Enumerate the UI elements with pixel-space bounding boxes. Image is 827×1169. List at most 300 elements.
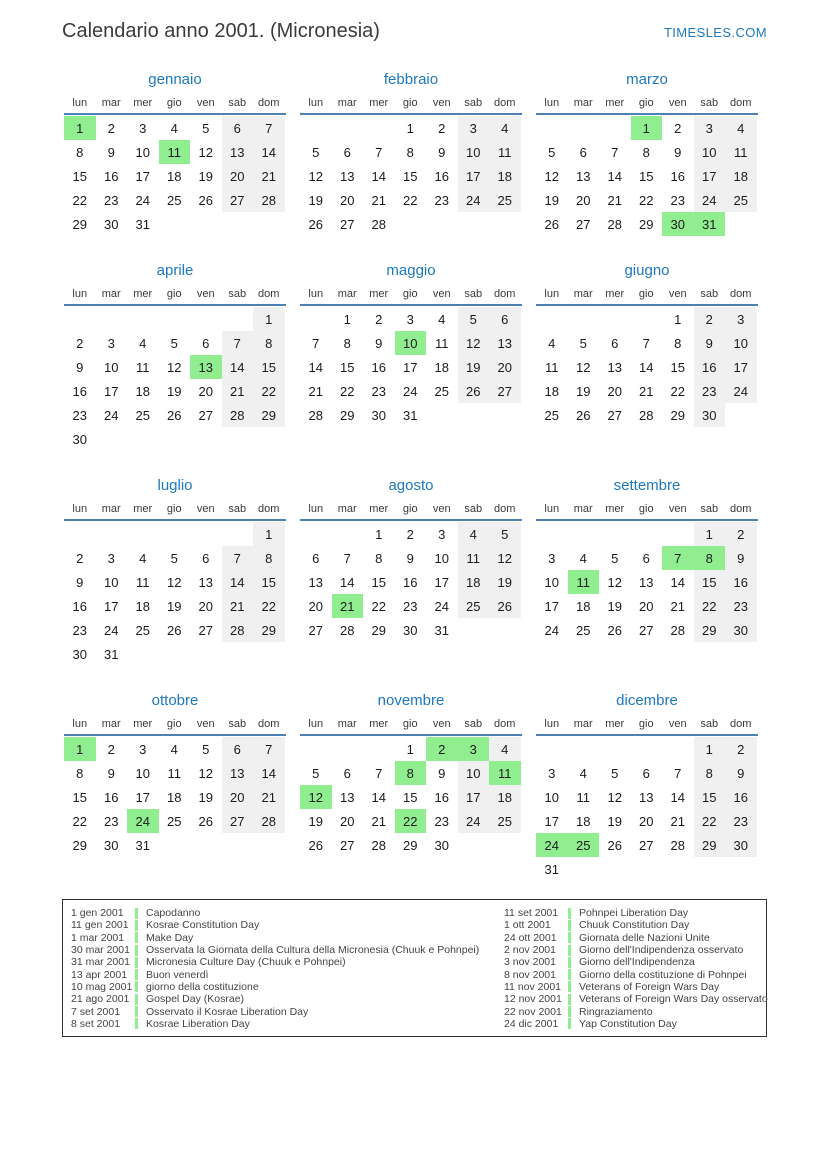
weekday-header-row: [300, 94, 522, 112]
month-title: luglio: [157, 477, 193, 494]
legend-label: Giornata delle Nazioni Unite: [579, 931, 710, 944]
weekday-label: mer: [133, 288, 153, 300]
header-rule: [536, 734, 758, 736]
day-cell: 14: [253, 140, 285, 164]
day-cell: 1: [406, 120, 414, 136]
day-cell: 3: [139, 120, 147, 136]
day-cell: 15: [72, 168, 87, 184]
day-cell: 28: [222, 403, 254, 427]
day-cell: 17: [544, 598, 559, 614]
day-cell: 3: [438, 526, 446, 542]
day-cell: 21: [639, 383, 654, 399]
day-cell: 31: [135, 216, 150, 232]
day-cell: 16: [403, 574, 418, 590]
holiday-marker: [135, 981, 138, 992]
legend-date: 30 mar 2001: [71, 944, 130, 957]
day-cell: 28: [222, 618, 254, 642]
weekday-label: mer: [133, 503, 153, 515]
day-cell: 19: [458, 355, 490, 379]
legend-entry: [504, 993, 768, 1005]
day-cell: 30: [725, 618, 757, 642]
day-cell: 17: [104, 598, 119, 614]
day-cell: 3: [548, 765, 556, 781]
day-cell: 27: [340, 837, 355, 853]
weekday-label: sab: [228, 288, 247, 300]
day-cell: 22: [670, 383, 685, 399]
day-cell: 17: [694, 164, 726, 188]
weekday-label: lun: [308, 97, 324, 109]
day-cell: 14: [371, 789, 386, 805]
day-cell: 14: [670, 789, 685, 805]
header-rule: [300, 734, 522, 736]
weekday-label: gio: [638, 97, 654, 109]
month-days: [300, 737, 522, 857]
day-cell: 28: [308, 407, 323, 423]
day-cell: 7: [642, 335, 650, 351]
day-cell: 20: [639, 598, 654, 614]
holiday-marker: [568, 981, 571, 992]
day-cell: 14: [253, 761, 285, 785]
day-cell: 4: [170, 120, 178, 136]
month-title: novembre: [377, 692, 445, 709]
day-cell: 29: [639, 216, 654, 232]
empty-cell: [253, 833, 285, 857]
day-cell: 25: [489, 188, 521, 212]
day-cell: 13: [308, 574, 323, 590]
day-cell: 13: [222, 140, 254, 164]
legend-date: 31 mar 2001: [71, 956, 130, 969]
day-cell: 12: [167, 359, 182, 375]
day-cell: 15: [403, 168, 418, 184]
weekday-label: ven: [432, 97, 451, 109]
weekday-label: mar: [101, 503, 121, 515]
day-cell: 16: [725, 570, 757, 594]
weekday-header-row: [536, 285, 758, 303]
empty-cell: [568, 307, 600, 331]
day-cell: 12: [458, 331, 490, 355]
legend-date: 21 ago 2001: [71, 993, 130, 1006]
weekday-label: lun: [72, 718, 88, 730]
day-cell: 30: [371, 407, 386, 423]
day-cell: 18: [489, 164, 521, 188]
weekday-label: gio: [638, 288, 654, 300]
day-cell: 17: [104, 383, 119, 399]
header-rule: [300, 304, 522, 306]
day-cell: 17: [403, 359, 418, 375]
weekday-label: sab: [700, 97, 719, 109]
legend-entry: [504, 956, 768, 968]
header-rule: [64, 734, 286, 736]
day-cell: 25: [458, 594, 490, 618]
day-cell: 26: [544, 216, 559, 232]
day-cell: 9: [438, 144, 446, 160]
month-agosto: [300, 477, 522, 642]
weekday-label: mer: [133, 718, 153, 730]
site-link[interactable]: TIMESLES.COM: [663, 25, 767, 40]
day-cell: 5: [458, 307, 490, 331]
legend-entry: [71, 907, 504, 919]
day-cell: 26: [308, 837, 323, 853]
day-cell: 12: [198, 144, 213, 160]
day-cell: 20: [639, 813, 654, 829]
empty-cell: [159, 522, 191, 546]
day-cell: 22: [340, 383, 355, 399]
day-cell: 9: [674, 144, 682, 160]
day-cell: 9: [725, 546, 757, 570]
holiday-marker: [568, 932, 571, 943]
day-cell: 24: [458, 809, 490, 833]
day-cell: 9: [438, 765, 446, 781]
weekday-label: gio: [166, 288, 182, 300]
day-cell: 10: [135, 144, 150, 160]
day-cell: 27: [198, 407, 213, 423]
empty-cell: [222, 427, 254, 451]
day-cell: 17: [135, 168, 150, 184]
day-cell: 29: [340, 407, 355, 423]
empty-cell: [568, 737, 600, 761]
day-cell: 18: [434, 359, 449, 375]
month-title: maggio: [386, 262, 436, 279]
day-cell: 29: [694, 618, 726, 642]
empty-cell: [190, 307, 222, 331]
day-cell: 14: [670, 574, 685, 590]
day-cell: 6: [343, 765, 351, 781]
legend-entry: [504, 1005, 768, 1017]
day-cell: 17: [458, 785, 490, 809]
day-cell: 30: [403, 622, 418, 638]
empty-cell: [159, 833, 191, 857]
empty-cell: [332, 522, 364, 546]
day-cell: 16: [434, 168, 449, 184]
day-cell: 18: [167, 789, 182, 805]
day-cell: 18: [167, 168, 182, 184]
weekday-label: mer: [133, 97, 153, 109]
weekday-label: gio: [166, 97, 182, 109]
empty-cell: [159, 307, 191, 331]
day-cell: 13: [576, 168, 591, 184]
day-cell: 30: [104, 837, 119, 853]
legend-entry: [71, 981, 504, 993]
legend-label: Giorno dell'Indipendenza osservato: [579, 944, 744, 957]
weekday-label: gio: [166, 503, 182, 515]
month-ottobre: [64, 692, 286, 857]
month-days: [300, 116, 522, 236]
empty-cell: [64, 522, 96, 546]
empty-cell: [536, 737, 568, 761]
day-cell: 10: [544, 574, 559, 590]
day-cell: 13: [190, 355, 222, 379]
day-cell: 10: [458, 140, 490, 164]
legend-date: 11 nov 2001: [504, 980, 562, 993]
day-cell: 7: [253, 737, 285, 761]
day-cell: 4: [139, 550, 147, 566]
empty-cell: [190, 212, 222, 236]
empty-cell: [96, 427, 128, 451]
day-cell: 11: [489, 140, 521, 164]
day-cell: 18: [544, 383, 559, 399]
legend-label: Yap Constitution Day: [579, 1017, 677, 1030]
day-cell: 23: [434, 813, 449, 829]
legend-date: 1 mar 2001: [71, 931, 125, 944]
day-cell: 25: [135, 407, 150, 423]
month-title: febbraio: [383, 71, 439, 88]
day-cell: 4: [438, 311, 446, 327]
empty-cell: [253, 427, 285, 451]
day-cell: 29: [253, 403, 285, 427]
legend-entry: [71, 1005, 504, 1017]
day-cell: 31: [104, 646, 119, 662]
day-cell: 24: [135, 192, 150, 208]
day-cell: 29: [371, 622, 386, 638]
day-cell: 13: [222, 761, 254, 785]
day-cell: 1: [406, 741, 414, 757]
weekday-label: mer: [605, 97, 625, 109]
day-cell: 4: [170, 741, 178, 757]
holiday-marker: [135, 994, 138, 1005]
day-cell: 19: [167, 598, 182, 614]
holiday-marker: [568, 908, 571, 919]
day-cell: 19: [308, 192, 323, 208]
empty-cell: [363, 116, 395, 140]
day-cell: 24: [104, 622, 119, 638]
month-days: [64, 737, 286, 857]
day-cell: 19: [308, 813, 323, 829]
day-cell: 28: [253, 188, 285, 212]
day-cell: 4: [458, 522, 490, 546]
day-cell: 7: [674, 765, 682, 781]
day-cell: 16: [670, 168, 685, 184]
month-novembre: [300, 692, 522, 857]
day-cell: 30: [694, 403, 726, 427]
day-cell: 20: [340, 813, 355, 829]
day-cell: 9: [406, 550, 414, 566]
day-cell: 26: [576, 407, 591, 423]
day-cell: 23: [104, 192, 119, 208]
legend-entry: [71, 993, 504, 1005]
empty-cell: [300, 737, 332, 761]
month-title: agosto: [388, 477, 434, 494]
day-cell: 1: [694, 737, 726, 761]
day-cell: 24: [104, 407, 119, 423]
day-cell: 15: [694, 785, 726, 809]
weekday-label: ven: [668, 718, 687, 730]
month-title: aprile: [156, 262, 194, 279]
empty-cell: [190, 427, 222, 451]
day-cell: 12: [198, 765, 213, 781]
month-days: [536, 522, 758, 642]
weekday-label: mer: [369, 718, 389, 730]
weekday-label: lun: [72, 288, 88, 300]
weekday-label: dom: [494, 503, 516, 515]
legend-label: Chuuk Constitution Day: [579, 919, 690, 932]
legend-label: Veterans of Foreign Wars Day osservato: [579, 993, 768, 1006]
empty-cell: [222, 522, 254, 546]
empty-cell: [127, 642, 159, 666]
day-cell: 31: [135, 837, 150, 853]
month-title: gennaio: [148, 71, 202, 88]
weekday-header-row: [64, 285, 286, 303]
day-cell: 27: [576, 216, 591, 232]
weekday-label: mar: [101, 97, 121, 109]
day-cell: 2: [674, 120, 682, 136]
day-cell: 29: [72, 837, 87, 853]
header-rule: [300, 519, 522, 521]
day-cell: 8: [343, 335, 351, 351]
day-cell: 30: [104, 216, 119, 232]
day-cell: 28: [670, 622, 685, 638]
day-cell: 29: [694, 833, 726, 857]
day-cell: 26: [458, 379, 490, 403]
weekday-label: sab: [700, 718, 719, 730]
day-cell: 2: [76, 550, 84, 566]
day-cell: 16: [72, 598, 87, 614]
day-cell: 22: [253, 379, 285, 403]
day-cell: 1: [694, 522, 726, 546]
day-cell: 11: [568, 570, 600, 594]
month-title: marzo: [626, 71, 668, 88]
day-cell: 28: [670, 837, 685, 853]
day-cell: 20: [308, 598, 323, 614]
day-cell: 5: [611, 550, 619, 566]
day-cell: 19: [198, 168, 213, 184]
day-cell: 23: [104, 813, 119, 829]
day-cell: 9: [107, 765, 115, 781]
weekday-label: dom: [730, 718, 752, 730]
day-cell: 6: [579, 144, 587, 160]
empty-cell: [458, 833, 490, 857]
day-cell: 9: [76, 574, 84, 590]
empty-cell: [725, 857, 757, 881]
day-cell: 21: [371, 813, 386, 829]
day-cell: 4: [548, 335, 556, 351]
day-cell: 11: [458, 546, 490, 570]
day-cell: 21: [222, 379, 254, 403]
holiday-marker: [135, 1006, 138, 1017]
day-cell: 2: [426, 737, 458, 761]
weekday-label: ven: [668, 288, 687, 300]
day-cell: 20: [340, 192, 355, 208]
weekday-label: mer: [369, 97, 389, 109]
day-cell: 20: [576, 192, 591, 208]
day-cell: 6: [202, 550, 210, 566]
day-cell: 16: [72, 383, 87, 399]
legend-date: 12 nov 2001: [504, 993, 562, 1006]
day-cell: 26: [607, 622, 622, 638]
day-cell: 5: [579, 335, 587, 351]
day-cell: 7: [312, 335, 320, 351]
day-cell: 27: [639, 837, 654, 853]
day-cell: 2: [725, 522, 757, 546]
weekday-label: dom: [730, 97, 752, 109]
weekday-label: ven: [668, 503, 687, 515]
day-cell: 1: [631, 116, 663, 140]
month-giugno: [536, 262, 758, 427]
day-cell: 23: [72, 407, 87, 423]
weekday-label: dom: [258, 288, 280, 300]
day-cell: 24: [725, 379, 757, 403]
day-cell: 21: [670, 598, 685, 614]
day-cell: 3: [694, 116, 726, 140]
day-cell: 11: [576, 789, 590, 805]
holiday-marker: [135, 1018, 138, 1029]
day-cell: 18: [135, 598, 150, 614]
month-gennaio: [64, 71, 286, 236]
empty-cell: [363, 737, 395, 761]
legend-label: Giorno della costituzione di Pohnpei: [579, 968, 747, 981]
day-cell: 3: [458, 737, 490, 761]
weekday-label: lun: [544, 97, 560, 109]
month-luglio: [64, 477, 286, 666]
empty-cell: [662, 737, 694, 761]
day-cell: 17: [458, 164, 490, 188]
holiday-marker: [135, 920, 138, 931]
day-cell: 30: [72, 646, 87, 662]
day-cell: 6: [489, 307, 521, 331]
day-cell: 28: [340, 622, 355, 638]
months-grid: [0, 43, 827, 881]
day-cell: 26: [198, 192, 213, 208]
empty-cell: [725, 212, 757, 236]
empty-cell: [489, 618, 521, 642]
day-cell: 20: [222, 785, 254, 809]
day-cell: 13: [639, 789, 654, 805]
weekday-label: lun: [308, 503, 324, 515]
holiday-marker: [135, 969, 138, 980]
day-cell: 7: [662, 546, 694, 570]
day-cell: 31: [434, 622, 449, 638]
weekday-label: gio: [638, 503, 654, 515]
day-cell: 3: [458, 116, 490, 140]
month-days: [300, 307, 522, 427]
legend-date: 10 mag 2001: [71, 980, 133, 993]
header-rule: [300, 113, 522, 115]
day-cell: 19: [544, 192, 559, 208]
month-days: [536, 307, 758, 427]
empty-cell: [253, 642, 285, 666]
legend-entry: [71, 932, 504, 944]
day-cell: 22: [371, 598, 386, 614]
day-cell: 3: [548, 550, 556, 566]
legend-label: Osservata la Giornata della Cultura della Micronesia (Chuuk e Pohnpei): [146, 944, 480, 957]
empty-cell: [222, 307, 254, 331]
day-cell: 25: [167, 192, 182, 208]
weekday-label: mer: [605, 288, 625, 300]
weekday-label: sab: [700, 503, 719, 515]
legend-label: Micronesia Culture Day (Chuuk e Pohnpei): [146, 956, 346, 969]
day-cell: 11: [136, 574, 150, 590]
day-cell: 26: [607, 837, 622, 853]
day-cell: 23: [670, 192, 685, 208]
weekday-label: gio: [402, 718, 418, 730]
empty-cell: [536, 116, 568, 140]
weekday-label: lun: [544, 503, 560, 515]
empty-cell: [599, 307, 631, 331]
day-cell: 13: [198, 574, 213, 590]
weekday-label: mar: [573, 288, 593, 300]
day-cell: 11: [545, 359, 559, 375]
holiday-marker: [135, 957, 138, 968]
day-cell: 20: [198, 383, 213, 399]
legend-entry: [71, 956, 504, 968]
day-cell: 11: [435, 335, 449, 351]
legend-label: giorno della costituzione: [146, 980, 259, 993]
legend-label: Ringraziamento: [579, 1005, 653, 1018]
legend-entry: [504, 981, 768, 993]
weekday-label: mer: [369, 288, 389, 300]
day-cell: 7: [375, 765, 383, 781]
day-cell: 14: [371, 168, 386, 184]
legend-entry: [504, 1018, 768, 1030]
